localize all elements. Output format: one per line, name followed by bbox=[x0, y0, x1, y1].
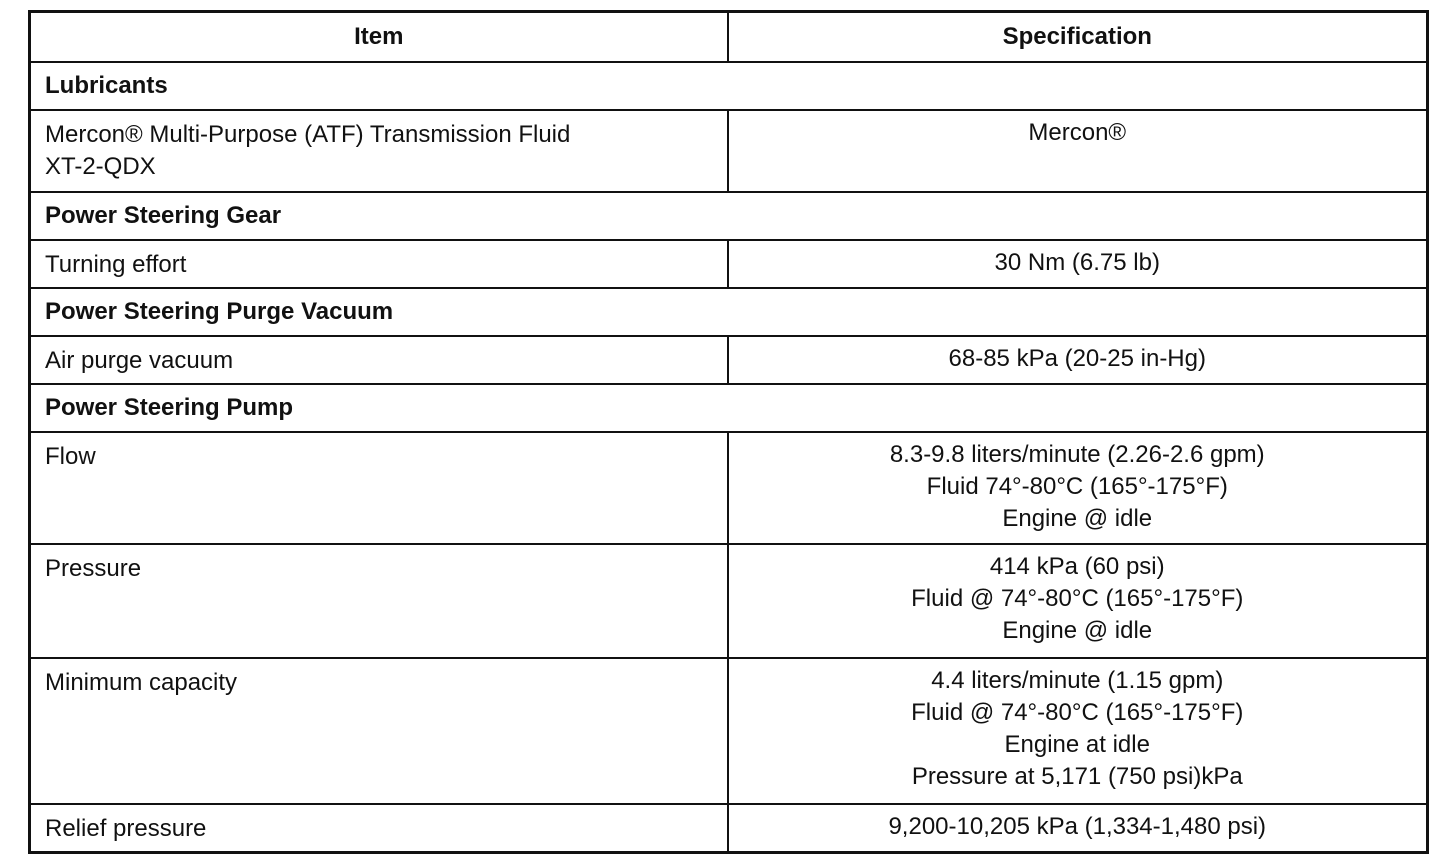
specification-text: Pressure at 5,171 (750 psi)kPa bbox=[911, 763, 1243, 790]
specification-text: 9,200-10,205 kPa (1,334-1,480 psi) bbox=[888, 813, 1267, 840]
section-row bbox=[30, 62, 1428, 110]
table-row bbox=[30, 432, 1428, 544]
item-text: Flow bbox=[45, 443, 96, 470]
specification-cell bbox=[728, 110, 1428, 192]
table-row bbox=[30, 658, 1428, 804]
specification-text: 68-85 kPa (20-25 in-Hg) bbox=[948, 345, 1206, 372]
item-cell bbox=[30, 658, 728, 804]
table-row bbox=[30, 544, 1428, 658]
header-row bbox=[30, 12, 1428, 63]
specification-text: 414 kPa (60 psi) bbox=[989, 553, 1165, 580]
item-cell bbox=[30, 110, 728, 192]
specification-table bbox=[28, 10, 1429, 854]
specification-cell bbox=[728, 336, 1428, 384]
section-row bbox=[30, 288, 1428, 336]
specification-cell bbox=[728, 658, 1428, 804]
item-column-header: Item bbox=[30, 12, 728, 63]
item-cell bbox=[30, 544, 728, 658]
specification-text: Fluid @ 74°-80°C (165°-175°F) bbox=[911, 585, 1244, 612]
specification-text: Fluid @ 74°-80°C (165°-175°F) bbox=[911, 699, 1244, 726]
item-cell bbox=[30, 240, 728, 288]
specification-text: 30 Nm (6.75 lb) bbox=[994, 249, 1160, 276]
section-title: Lubricants bbox=[30, 62, 1428, 110]
specification-text: Engine @ idle bbox=[1002, 505, 1153, 532]
specification-cell bbox=[728, 544, 1428, 658]
section-row bbox=[30, 384, 1428, 432]
item-text: Pressure bbox=[45, 555, 142, 582]
specification-text: Engine at idle bbox=[1004, 731, 1150, 758]
table-row bbox=[30, 804, 1428, 853]
item-text: Air purge vacuum bbox=[45, 347, 234, 374]
item-text: Mercon® Multi-Purpose (ATF) Transmission Fluid bbox=[45, 121, 571, 148]
specification-cell bbox=[728, 432, 1428, 544]
specification-text: 8.3-9.8 liters/minute (2.26-2.6 gpm) bbox=[889, 441, 1265, 468]
table-row bbox=[30, 336, 1428, 384]
item-text: XT-2-QDX bbox=[45, 153, 156, 180]
item-cell bbox=[30, 432, 728, 544]
specification-text: 4.4 liters/minute (1.15 gpm) bbox=[931, 667, 1224, 694]
item-cell bbox=[30, 336, 728, 384]
section-title: Power Steering Gear bbox=[30, 192, 1428, 240]
section-title: Power Steering Purge Vacuum bbox=[30, 288, 1428, 336]
item-text: Turning effort bbox=[45, 251, 187, 278]
section-title: Power Steering Pump bbox=[30, 384, 1428, 432]
item-text: Relief pressure bbox=[45, 815, 207, 842]
specification-text: Fluid 74°-80°C (165°-175°F) bbox=[926, 473, 1228, 500]
table-row bbox=[30, 110, 1428, 192]
section-row bbox=[30, 192, 1428, 240]
table-row bbox=[30, 240, 1428, 288]
item-text: Minimum capacity bbox=[45, 669, 238, 696]
specification-text: Mercon® bbox=[1028, 119, 1127, 146]
specification-cell bbox=[728, 240, 1428, 288]
specification-cell bbox=[728, 804, 1428, 853]
item-cell bbox=[30, 804, 728, 853]
specification-column-header: Specification bbox=[728, 12, 1428, 63]
table-body bbox=[30, 62, 1428, 853]
specification-text: Engine @ idle bbox=[1002, 617, 1153, 644]
